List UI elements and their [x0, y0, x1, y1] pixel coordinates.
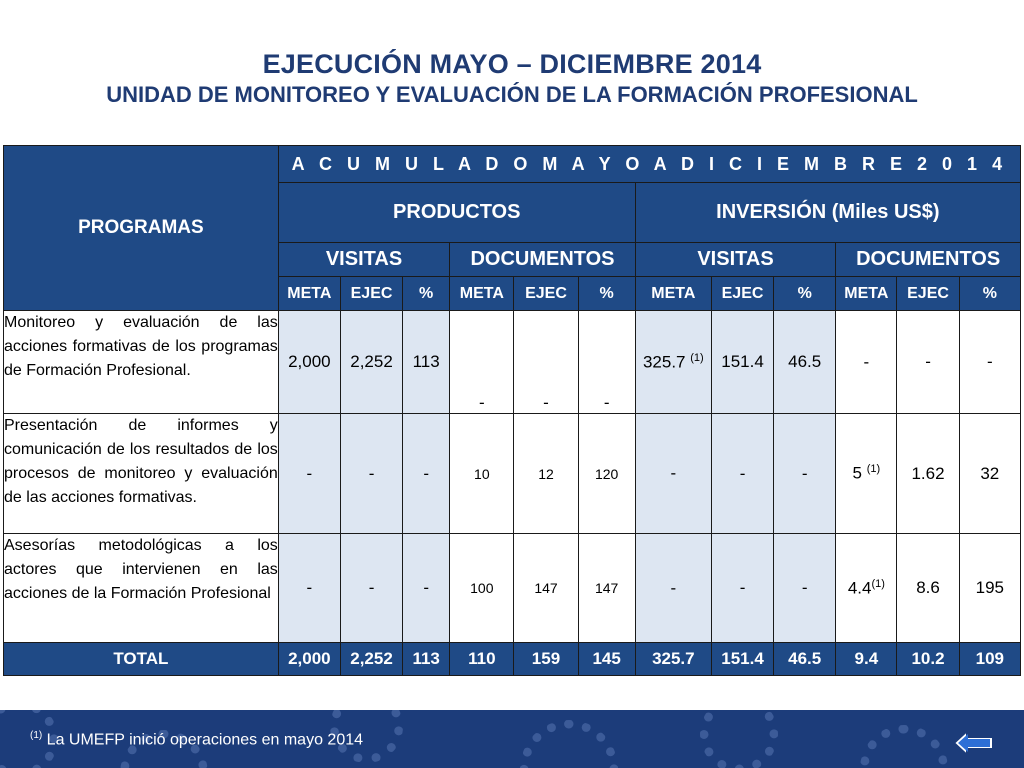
value-cell: - [403, 534, 450, 643]
gear-decoration-icon [520, 720, 618, 768]
total-value: 113 [403, 643, 450, 676]
col-meta: META [450, 277, 514, 311]
back-arrow-icon[interactable] [953, 730, 995, 756]
value-cell: - [340, 414, 402, 534]
col-meta: META [278, 277, 340, 311]
total-value: 159 [514, 643, 578, 676]
col-meta: META [836, 277, 897, 311]
total-value: 2,252 [340, 643, 402, 676]
value-cell: 120 [578, 414, 635, 534]
value-cell: 32 [959, 414, 1020, 534]
footnote-marker: (1) [866, 463, 881, 476]
col-ejec: EJEC [897, 277, 959, 311]
total-value: 46.5 [774, 643, 836, 676]
value-cell: - [959, 311, 1020, 414]
programa-cell: Monitoreo y evaluación de las acciones formativas de los programas de Formación Profesional. [4, 311, 279, 414]
value-cell: 5 $^{(1)}$ [836, 414, 897, 534]
value-cell: 2,252 [340, 311, 402, 414]
total-value: 10.2 [897, 643, 959, 676]
value-cell: 46.5 [774, 311, 836, 414]
total-value: 109 [959, 643, 1020, 676]
value-cell: 151.4 [711, 311, 773, 414]
col-pct: % [959, 277, 1020, 311]
col-ejec: EJEC [340, 277, 402, 311]
value-cell: 195 [959, 534, 1020, 643]
value-cell: 2,000 [278, 311, 340, 414]
programas-header: PROGRAMAS [4, 146, 279, 311]
value-cell: - [897, 311, 959, 414]
value-cell: - [403, 414, 450, 534]
value-cell: 147 [514, 534, 578, 643]
productos-visitas-header: VISITAS [278, 243, 449, 277]
productos-documentos-header: DOCUMENTOS [450, 243, 636, 277]
value-cell: 325.7 $^{(1)}$ [635, 311, 711, 414]
value-cell: - [774, 414, 836, 534]
value-cell: - [450, 311, 514, 414]
page-subtitle: UNIDAD DE MONITOREO Y EVALUACIÓN DE LA FORMACIÓN PROFESIONAL [106, 82, 918, 107]
value-cell: - [514, 311, 578, 414]
execution-table [3, 145, 1021, 676]
value-cell: - [278, 534, 340, 643]
col-pct: % [578, 277, 635, 311]
total-value: 9.4 [836, 643, 897, 676]
footnote-marker: (1) [690, 351, 704, 364]
col-meta: META [635, 277, 711, 311]
value-cell: - [578, 311, 635, 414]
table-row [4, 414, 1021, 534]
footer-banner [0, 710, 1024, 768]
col-pct: % [403, 277, 450, 311]
col-ejec: EJEC [711, 277, 773, 311]
total-value: 2,000 [278, 643, 340, 676]
productos-header: PRODUCTOS [278, 183, 635, 243]
value-cell: 10 [450, 414, 514, 534]
value-cell: - [635, 534, 711, 643]
total-value: 325.7 [635, 643, 711, 676]
total-value: 145 [578, 643, 635, 676]
value-cell: - [774, 534, 836, 643]
value-cell: 8.6 [897, 534, 959, 643]
value-cell: - [278, 414, 340, 534]
value-cell: 12 [514, 414, 578, 534]
col-ejec: EJEC [514, 277, 578, 311]
value-cell: 147 [578, 534, 635, 643]
value-cell: 1.62 [897, 414, 959, 534]
gear-decoration-icon [860, 725, 948, 768]
total-row [4, 643, 1021, 676]
inversion-documentos-header: DOCUMENTOS [836, 243, 1021, 277]
inversion-visitas-header: VISITAS [635, 243, 836, 277]
total-value: 151.4 [711, 643, 773, 676]
table-row [4, 534, 1021, 643]
value-cell: 4.4$^{(1)}$ [836, 534, 897, 643]
value-cell: - [836, 311, 897, 414]
total-label: TOTAL [4, 643, 279, 676]
value-cell: - [340, 534, 402, 643]
page-title: EJECUCIÓN MAYO – DICIEMBRE 2014 [262, 49, 762, 79]
value-cell: - [711, 534, 773, 643]
acumulado-header: A C U M U L A D O M A Y O A D I C I E M B R E 2 0 1 4 [278, 146, 1020, 183]
gear-decoration-icon [700, 710, 778, 768]
inversion-header: INVERSIÓN (Miles US$) [635, 183, 1020, 243]
title-block [0, 48, 1024, 110]
value-cell: - [711, 414, 773, 534]
footnote: $^{(1)}$ La UMEFP inició operaciones en mayo 2014 [30, 730, 364, 749]
value-cell: 113 [403, 311, 450, 414]
programa-cell: Presentación de informes y comunicación de los resultados de los procesos de monitoreo y evaluación de las acciones formativas. [4, 414, 279, 534]
col-pct: % [774, 277, 836, 311]
footnote-marker: (1) [871, 577, 885, 590]
total-value: 110 [450, 643, 514, 676]
table-row [4, 311, 1021, 414]
value-cell: 100 [450, 534, 514, 643]
value-cell: - [635, 414, 711, 534]
programa-cell: Asesorías metodológicas a los actores que intervienen en las acciones de la Formación Profesional [4, 534, 279, 643]
